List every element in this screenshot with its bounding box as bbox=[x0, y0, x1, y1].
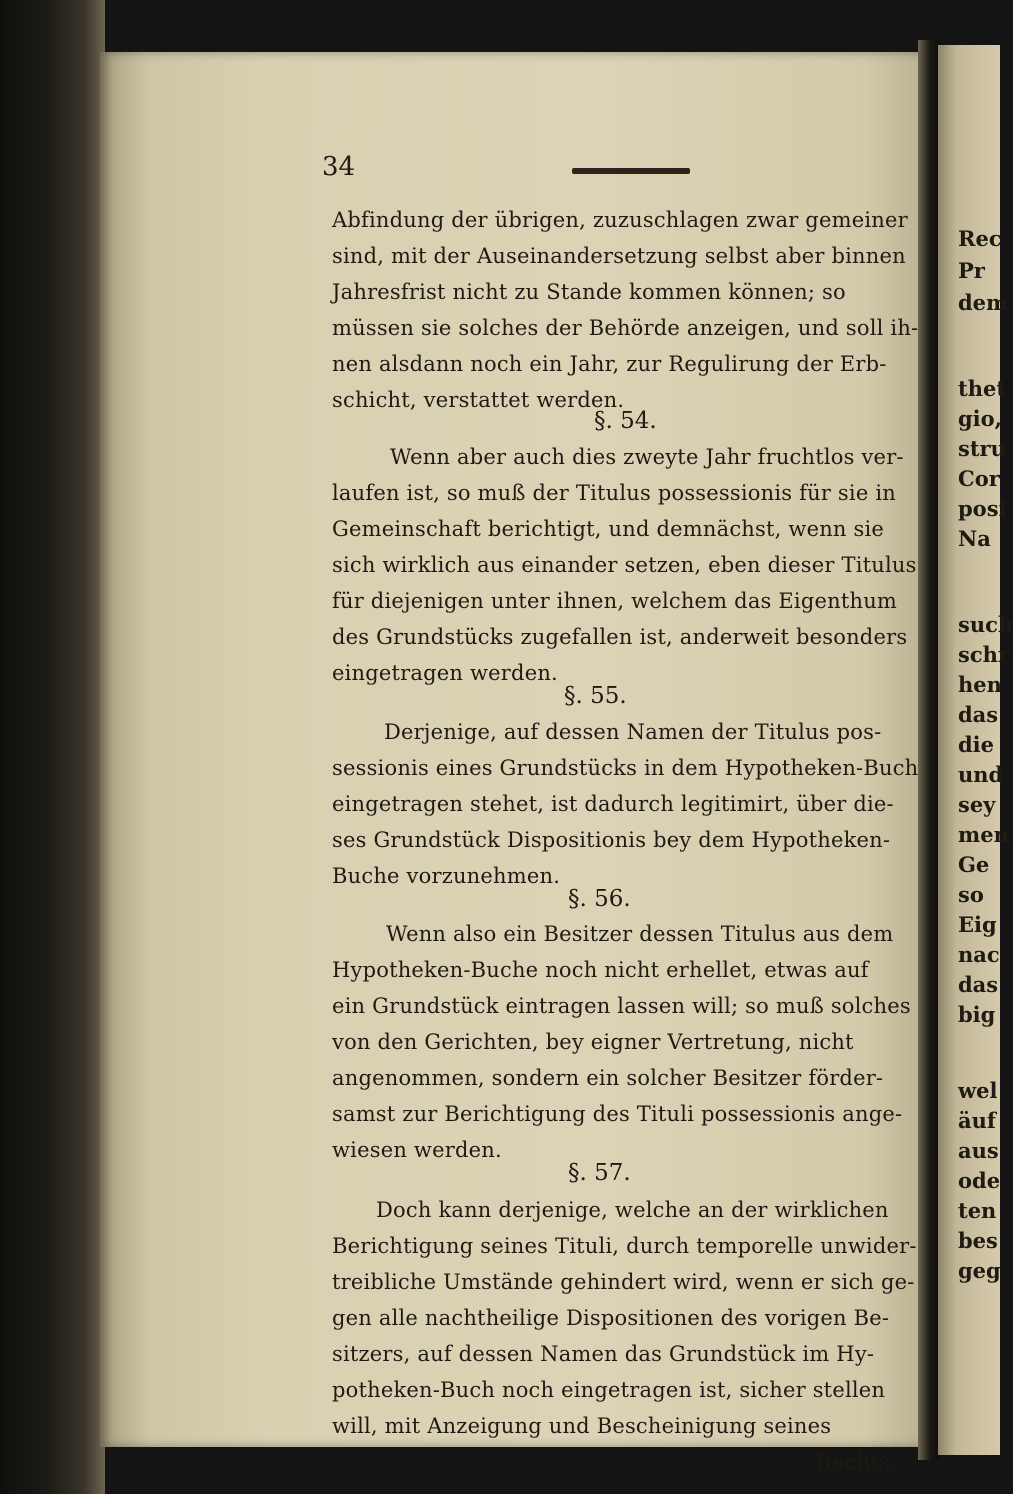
next-page-fragment: Cor bbox=[958, 466, 1000, 491]
page-gutter bbox=[918, 40, 940, 1460]
next-page-fragment: so bbox=[958, 882, 984, 907]
next-page-fragment: geg bbox=[958, 1258, 1001, 1283]
next-page-fragment: aus bbox=[958, 1138, 999, 1163]
section-heading: §. 56. bbox=[568, 886, 631, 912]
next-page-fragment: schr bbox=[958, 642, 1009, 667]
text-line: eingetragen stehet, ist dadurch legitimirt, über die- bbox=[332, 792, 894, 816]
next-page-fragment: posi bbox=[958, 496, 1007, 521]
next-page-fragment: wel bbox=[958, 1078, 998, 1103]
text-line: Doch kann derjenige, welche an der wirklichen bbox=[376, 1198, 889, 1222]
next-page-fragment: das bbox=[958, 702, 999, 727]
section-heading: §. 57. bbox=[568, 1160, 631, 1186]
text-line: nen alsdann noch ein Jahr, zur Regulirung der Erb- bbox=[332, 352, 887, 376]
text-line: ein Grundstück eintragen lassen will; so muß solches bbox=[332, 994, 911, 1018]
next-page-fragment: men bbox=[958, 822, 1009, 847]
text-line: sich wirklich aus einander setzen, eben dieser Titulus bbox=[332, 553, 917, 577]
next-page-fragment: und bbox=[958, 762, 1004, 787]
next-page-fragment: sey bbox=[958, 792, 996, 817]
text-line: für diejenigen unter ihnen, welchem das Eigenthum bbox=[332, 589, 898, 613]
next-page-fragment: Ge bbox=[958, 852, 990, 877]
text-line: Berichtigung seines Tituli, durch temporelle unwider- bbox=[332, 1234, 917, 1258]
text-line: Wenn also ein Besitzer dessen Titulus aus dem bbox=[386, 922, 894, 946]
text-line: treibliche Umstände gehindert wird, wenn er sich ge- bbox=[332, 1270, 915, 1294]
text-line: von den Gerichten, bey eigner Vertretung, nicht bbox=[332, 1030, 854, 1054]
text-line: potheken-Buch noch eingetragen ist, sicher stellen bbox=[332, 1378, 886, 1402]
text-line: laufen ist, so muß der Titulus possessionis für sie in bbox=[332, 481, 896, 505]
next-page-fragment: big bbox=[958, 1002, 996, 1027]
text-line: samst zur Berichtigung des Tituli possessionis ange- bbox=[332, 1102, 903, 1126]
text-line: will, mit Anzeigung und Bescheinigung seines bbox=[332, 1414, 832, 1438]
next-page-fragment: Na bbox=[958, 526, 991, 551]
next-page-fragment: bes bbox=[958, 1228, 998, 1253]
text-line: Derjenige, auf dessen Namen der Titulus pos- bbox=[384, 720, 882, 744]
text-line: Abfindung der übrigen, zuzuschlagen zwar gemeiner bbox=[332, 208, 908, 232]
next-page-fragment: gio, bbox=[958, 406, 1002, 431]
next-page-fragment: die bbox=[958, 732, 995, 757]
text-line: sessionis eines Grundstücks in dem Hypotheken-Buch bbox=[332, 756, 919, 780]
text-line: gen alle nachtheilige Dispositionen des vorigen Be- bbox=[332, 1306, 890, 1330]
text-line: Wenn aber auch dies zweyte Jahr fruchtlos ver- bbox=[390, 445, 904, 469]
section-heading: §. 54. bbox=[594, 408, 657, 434]
catchword: Rechts, bbox=[816, 1450, 897, 1474]
next-page-fragment: Eig bbox=[958, 912, 997, 937]
text-line: Hypotheken-Buche noch nicht erhellet, etwas auf bbox=[332, 958, 869, 982]
next-page-fragment: nac bbox=[958, 942, 1000, 967]
next-page-fragment: such bbox=[958, 612, 1013, 637]
text-line: eingetragen werden. bbox=[332, 661, 558, 685]
text-line: Buche vorzunehmen. bbox=[332, 864, 561, 888]
section-heading: §. 55. bbox=[564, 683, 627, 709]
book-spine bbox=[0, 0, 105, 1494]
next-page-fragment: das bbox=[958, 972, 999, 997]
header-rule bbox=[572, 168, 690, 174]
text-line: sind, mit der Auseinandersetzung selbst aber binnen bbox=[332, 244, 906, 268]
next-page-fragment: Rec bbox=[958, 226, 1002, 251]
next-page-fragment: äuf bbox=[958, 1108, 996, 1133]
next-page-fragment: hen bbox=[958, 672, 1002, 697]
text-line: müssen sie solches der Behörde anzeigen, und soll ih- bbox=[332, 316, 919, 340]
next-page-fragment: dem bbox=[958, 290, 1009, 315]
text-line: schicht, verstattet werden. bbox=[332, 388, 625, 412]
text-line: Gemeinschaft berichtigt, und demnächst, wenn sie bbox=[332, 517, 885, 541]
page-number: 34 bbox=[322, 152, 356, 182]
next-page-fragment: ode bbox=[958, 1168, 1001, 1193]
text-line: des Grundstücks zugefallen ist, anderweit besonders bbox=[332, 625, 908, 649]
text-line: angenommen, sondern ein solcher Besitzer förder- bbox=[332, 1066, 884, 1090]
text-line: wiesen werden. bbox=[332, 1138, 502, 1162]
text-line: Jahresfrist nicht zu Stande kommen können; so bbox=[332, 280, 846, 304]
next-page-fragment: Pr bbox=[958, 258, 985, 283]
text-line: sitzers, auf dessen Namen das Grundstück im Hy- bbox=[332, 1342, 875, 1366]
next-page-fragment: thet bbox=[958, 376, 1007, 401]
next-page-fragment: stru bbox=[958, 436, 1006, 461]
text-line: ses Grundstück Dispositionis bey dem Hypotheken- bbox=[332, 828, 891, 852]
next-page-fragment: ten bbox=[958, 1198, 997, 1223]
